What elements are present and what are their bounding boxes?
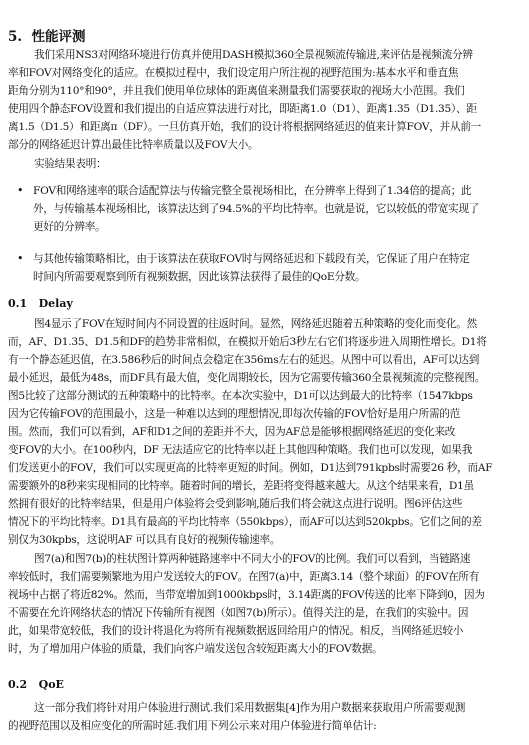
- text-line: 此，如果带宽较低，我们的设计将退化为将所有视频数据返回给用户的情况。相反，当网络延迟较小: [8, 625, 464, 637]
- subsection-heading-qoe: [8, 678, 64, 692]
- text-line: 部分的网络延迟计算出最佳比特率质量以及FOV大小。: [8, 139, 259, 151]
- text-line: 们发送更小的FOV，我们可以实现更高的比特率更短的时间。例如，D1达到791kpbs时需要26 秒，而AF: [8, 462, 493, 474]
- text-line: 这一部分我们将针对用户体验进行测试.我们采用数据集[4]作为用户数据来获取用户所需要观测: [34, 702, 466, 714]
- text-line: 的视野范围以及相应变化的所需时延.我们用下列公示来对用户体验进行简单估计:: [8, 720, 377, 732]
- text-line: 时，为了增加用户体验的质量，我们向客户端发送包含较短距离大小的FOV数据。: [8, 643, 383, 655]
- text-line: 率和FOV对网络变化的适应。在模拟过程中，我们设定用户所注视的视野范围为:基本水平和垂直焦: [8, 67, 459, 79]
- subsection-title: Delay: [38, 297, 73, 310]
- section-title: 性能评测: [31, 29, 86, 45]
- text-line: 因为它传输FOV的范围最小，这是一种难以达到的理想情况,即每次传输的FOV恰好是用户所需的范: [8, 408, 461, 420]
- text-line: FOV和网络速率的联合适配算法与传输完整全景视场相比，在分辨率上得到了1.34倍的提高；此: [33, 185, 472, 197]
- text-line: 情况下的平均比特率。D1具有最高的平均比特率（550kbps），而AF可以达到520kpbs。它们之间的差: [8, 516, 482, 528]
- text-line: 而，AF、D1.35、D1.5和DF的趋势非常相似，在模拟开始后3秒左右它们将逐步进入周期性增长。D1将: [8, 336, 487, 348]
- text-line: 离1.5（D1.5）和距离π（DF）。一旦仿真开始，我们的设计将根据网络延迟的值来计算FOV，并从前一: [8, 121, 482, 133]
- subsection-title: QoE: [38, 678, 64, 691]
- text-line: 率较低时，我们需要频繁地为用户发送较大的FOV。在图7(a)中，距离3.14（整个球面）的FOV在所有: [8, 571, 480, 583]
- text-line: 最小延迟，最低为48s，而DF具有最大值，变化周期较长，因为它需要传输360全景视频流的完整视图。: [8, 372, 486, 384]
- subsection-number: 0.1: [8, 297, 28, 310]
- text-line: 使用四个静态FOV设置和我们提出的自适应算法进行对比，即距离1.0（D1）、距离1.35（D1.35）、距: [8, 103, 477, 115]
- text-line: 时间内所需要观察到所有视频数据，因此该算法获得了最佳的QoE分数。: [33, 271, 366, 283]
- bullet-icon: •: [17, 184, 24, 197]
- text-line: 图4显示了FOV在短时间内不同设置的往返时间。显然，网络延迟随着五种策略的变化而变化。然: [34, 318, 477, 330]
- text-line: 距角分别为110°和90°，并且我们使用单位球体的距离值来测量我们需要获取的视场大小范围。我们: [8, 85, 465, 97]
- bullet-icon: •: [17, 252, 24, 265]
- text-line: 与其他传输策略相比，由于该算法在获取FOV时与网络延迟和下载段有关，它保证了用户在特定: [33, 253, 470, 265]
- text-line: 更好的分辨率。: [33, 221, 106, 233]
- text-line: 图5比较了这部分测试的五种策略中的比特率。在本次实验中，D1可以达到最大的比特率（1547kbps: [8, 390, 473, 402]
- text-line: 外，与传输基本视场相比，该算法达到了94.5%的平均比特率。也就是说，它以较低的带宽实现了: [33, 203, 480, 215]
- text-line: 别仅为30kpbs，这说明AF 可以具有良好的视频传输速率。: [8, 534, 281, 546]
- section-number: 5.: [8, 29, 23, 45]
- text-line: 围。然而，我们可以看到，AF和D1之间的差距并不大，因为AF总是能够根据网络延迟的变化来改: [8, 426, 456, 438]
- subsection-number: 0.2: [8, 678, 28, 691]
- text-line: 需要额外的8秒来实现相同的比特率。随着时间的增长，差距将变得越来越大。从这个结果来看，D1虽: [8, 480, 475, 492]
- text-line: 不需要在允许网络状态的情况下传输所有视图（如图7(b)所示）。值得关注的是，在我们的实验中。因: [8, 607, 469, 619]
- text-line: 图7(a)和图7(b)的柱状图计算两种链路速率中不同大小的FOV的比例。我们可以看到，当链路速: [34, 553, 471, 565]
- subsection-heading-delay: [8, 297, 73, 311]
- text-line: 然拥有很好的比特率结果，但是用户体验将会受到影响,随后我们将会就这点进行说明。图6评估这些: [8, 498, 463, 510]
- text-line: 视场中占据了将近82%。然而，当带宽增加到1000kbps时，3.14距离的FOV传送的比率下降到0，因为: [8, 589, 485, 601]
- text-line: 我们采用NS3对网络环境进行仿真并使用DASH模拟360全景视频流传输进,来评估是视频流分辨: [34, 49, 473, 61]
- section-heading: [8, 29, 86, 45]
- text-line: 实验结果表明：: [34, 158, 107, 170]
- text-line: 变FOV的大小。在100秒内，DF 无法适应它的比特率以赶上其他四种策略。我们也可以发现，如果我: [8, 444, 473, 456]
- text-line: 有一个静态延迟值，在3.586秒后的时间点会稳定在356ms左右的延迟。从图中可以看出，AF可以达到: [8, 354, 480, 366]
